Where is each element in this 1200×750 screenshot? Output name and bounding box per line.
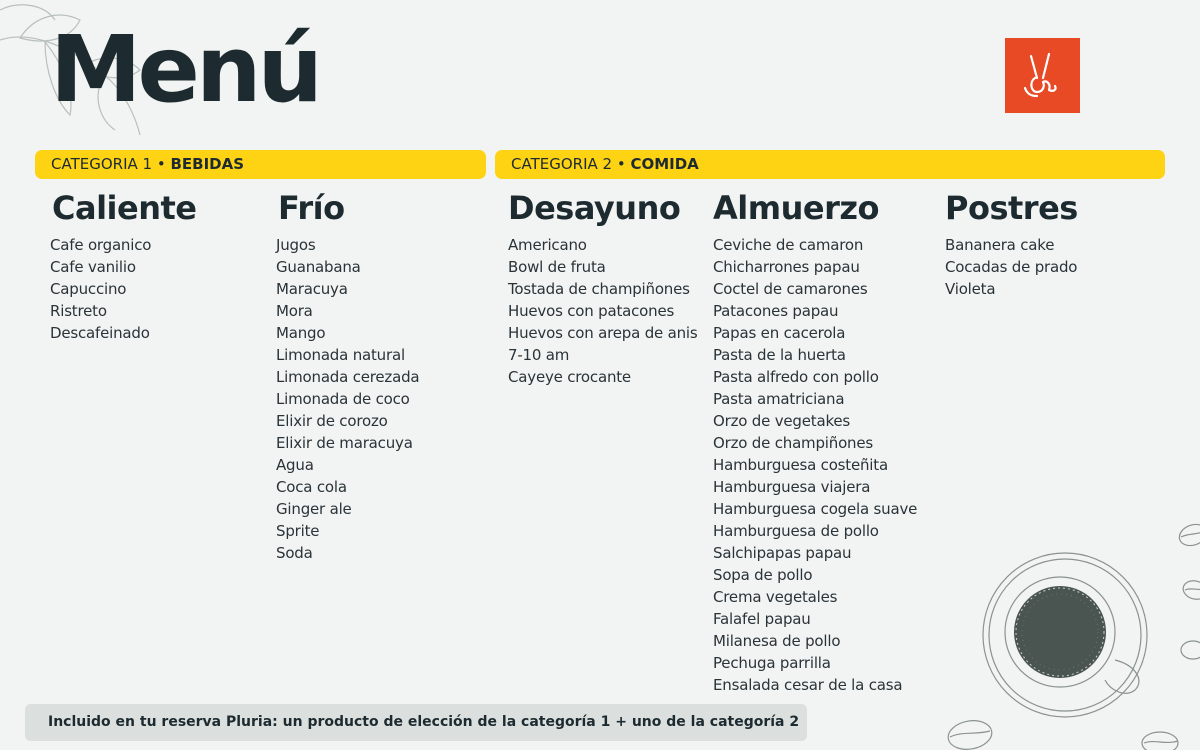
- category-prefix: CATEGORIA 1 •: [51, 155, 171, 173]
- coffee-beans-icon: [920, 705, 1200, 750]
- menu-item: Ginger ale: [276, 500, 352, 518]
- menu-item: Ceviche de camaron: [713, 236, 864, 254]
- menu-item: Capuccino: [50, 280, 127, 298]
- menu-item: Americano: [508, 236, 587, 254]
- menu-item: Tostada de champiñones: [508, 280, 690, 298]
- menu-item: Crema vegetales: [713, 588, 838, 606]
- menu-item: Descafeinado: [50, 324, 150, 342]
- coffee-beans-icon: [1165, 515, 1200, 665]
- section-caliente: [50, 188, 197, 344]
- menu-item: Cafe organico: [50, 236, 152, 254]
- menu-item: Chicharrones papau: [713, 258, 860, 276]
- section-heading: Almuerzo: [713, 189, 879, 227]
- menu-item: Hamburguesa costeñita: [713, 456, 888, 474]
- menu-item: Ensalada cesar de la casa: [713, 676, 903, 694]
- section-heading: Postres: [945, 189, 1078, 227]
- category-prefix: CATEGORIA 2 •: [511, 155, 631, 173]
- menu-item: Papas en cacerola: [713, 324, 846, 342]
- menu-item: Elixir de corozo: [276, 412, 388, 430]
- item-list: [713, 234, 917, 696]
- menu-item: Cayeye crocante: [508, 368, 631, 386]
- menu-item: Violeta: [945, 280, 996, 298]
- category-bar-bebidas: [35, 150, 486, 179]
- menu-item: Agua: [276, 456, 314, 474]
- peace-hand-icon: [1005, 38, 1080, 113]
- menu-item: Hamburguesa de pollo: [713, 522, 879, 540]
- menu-item: Limonada cerezada: [276, 368, 420, 386]
- item-list: [945, 234, 1078, 300]
- menu-item: Limonada natural: [276, 346, 405, 364]
- section-frio: [276, 188, 419, 564]
- item-list: [50, 234, 197, 344]
- menu-item: Maracuya: [276, 280, 348, 298]
- page-title: Menú: [50, 16, 319, 123]
- item-list: [508, 234, 698, 388]
- menu-item: Orzo de champiñones: [713, 434, 873, 452]
- menu-item: Ristreto: [50, 302, 107, 320]
- menu-item: Jugos: [276, 236, 316, 254]
- category-name: COMIDA: [630, 155, 699, 173]
- menu-item: Sopa de pollo: [713, 566, 813, 584]
- menu-item: Pasta amatriciana: [713, 390, 845, 408]
- menu-item: Coca cola: [276, 478, 347, 496]
- menu-item: Salchipapas papau: [713, 544, 852, 562]
- menu-item: Mango: [276, 324, 326, 342]
- menu-item: Bowl de fruta: [508, 258, 606, 276]
- section-heading: Desayuno: [508, 189, 681, 227]
- item-list: [276, 234, 419, 564]
- menu-item: Huevos con patacones: [508, 302, 675, 320]
- category-name: BEBIDAS: [170, 155, 245, 173]
- menu-item: Guanabana: [276, 258, 361, 276]
- menu-item: Elixir de maracuya: [276, 434, 413, 452]
- menu-item: Hamburguesa cogela suave: [713, 500, 918, 518]
- menu-item: Hamburguesa viajera: [713, 478, 871, 496]
- menu-item: Patacones papau: [713, 302, 839, 320]
- footer-note: Incluido en tu reserva Pluria: un producto de elección de la categoría 1 + uno de la categoría 2: [25, 704, 807, 741]
- brand-logo: [1005, 38, 1080, 113]
- section-heading: Caliente: [52, 189, 197, 227]
- menu-item: Orzo de vegetakes: [713, 412, 851, 430]
- coffee-cup-icon: [975, 540, 1175, 730]
- menu-item: 7-10 am: [508, 346, 570, 364]
- section-almuerzo: [713, 188, 917, 696]
- menu-item: Milanesa de pollo: [713, 632, 841, 650]
- menu-item: Bananera cake: [945, 236, 1055, 254]
- menu-item: Huevos con arepa de anis: [508, 324, 698, 342]
- category-bar-comida: [495, 150, 1165, 179]
- menu-item: Pasta alfredo con pollo: [713, 368, 879, 386]
- menu-item: Sprite: [276, 522, 320, 540]
- menu-item: Cocadas de prado: [945, 258, 1078, 276]
- menu-item: Limonada de coco: [276, 390, 410, 408]
- menu-item: Pasta de la huerta: [713, 346, 846, 364]
- menu-item: Pechuga parrilla: [713, 654, 831, 672]
- menu-item: Mora: [276, 302, 313, 320]
- menu-item: Soda: [276, 544, 313, 562]
- section-postres: [945, 188, 1078, 300]
- menu-item: Falafel papau: [713, 610, 811, 628]
- menu-item: Coctel de camarones: [713, 280, 868, 298]
- section-heading: Frío: [278, 189, 345, 227]
- menu-item: Cafe vanilio: [50, 258, 136, 276]
- section-desayuno: [508, 188, 698, 388]
